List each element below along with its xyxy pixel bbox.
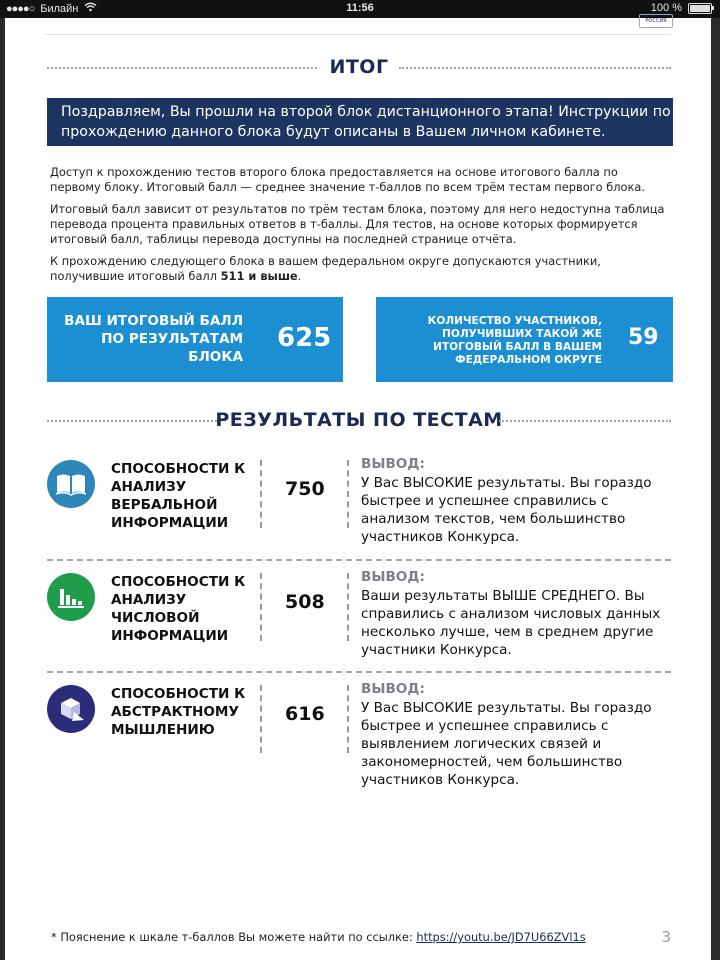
divider xyxy=(499,420,671,422)
result-row-numerical xyxy=(47,569,671,669)
logo-icon: РОССИЯ xyxy=(639,14,673,28)
divider xyxy=(347,573,349,641)
test-score: 750 xyxy=(285,478,325,500)
conclusion-text: Ваши результаты ВЫШЕ СРЕДНЕГО. Вы справились с анализом числовых данных несколько лучше, чем в среднем другие участники Конкурса. xyxy=(361,588,661,658)
summary-title: ИТОГ xyxy=(329,56,389,78)
final-score-value: 625 xyxy=(277,323,332,353)
final-score-label: ВАШ ИТОГОВЫЙ БАЛЛ ПО РЕЗУЛЬТАТАМ БЛОКА xyxy=(64,313,243,365)
battery-percent: 100 % xyxy=(650,2,682,14)
conclusion-heading: ВЫВОД: xyxy=(361,456,425,472)
divider xyxy=(347,685,349,753)
results-title: РЕЗУЛЬТАТЫ ПО ТЕСТАМ xyxy=(215,409,503,431)
footnote-text: * Пояснение к шкале т-баллов Вы можете найти по ссылке: xyxy=(51,930,417,944)
divider xyxy=(260,460,262,528)
document-page[interactable] xyxy=(5,18,711,960)
divider xyxy=(347,460,349,528)
paragraph: Итоговый балл зависит от результатов по трём тестам блока, поэтому для него недоступна таблица перевода процента правильных ответов в т-баллы. Для тестов, на основе которых формируется итоговый балл, таблицы перевода доступны на последней странице отчёта. xyxy=(50,202,665,246)
battery-icon xyxy=(688,3,712,14)
summary-heading xyxy=(47,56,671,80)
test-name: СПОСОБНОСТИ К АНАЛИЗУ ВЕРБАЛЬНОЙ ИНФОРМАЦИИ xyxy=(111,461,246,531)
bar-chart-icon xyxy=(47,573,95,621)
conclusion-text: У Вас ВЫСОКИЕ результаты. Вы гораздо быстрее и успешнее справились с выявлением логических связей и закономерностей, чем большинство участников Конкурса. xyxy=(361,700,652,788)
divider xyxy=(399,67,671,69)
test-name: СПОСОБНОСТИ К АНАЛИЗУ ЧИСЛОВОЙ ИНФОРМАЦИИ xyxy=(111,574,246,644)
paragraph-text: К прохождению следующего блока в вашем федеральном округе допускаются участники, получившие итоговый балл xyxy=(50,254,601,283)
book-icon xyxy=(47,460,95,508)
test-name: СПОСОБНОСТИ К АБСТРАКТНОМУ МЫШЛЕНИЮ xyxy=(111,686,246,738)
conclusion-text: У Вас ВЫСОКИЕ результаты. Вы гораздо быстрее и успешнее справились с анализом текстов, чем большинство участников Конкурса. xyxy=(361,475,652,545)
carrier-label: Билайн xyxy=(40,2,79,15)
congrats-banner: Поздравляем, Вы прошли на второй блок дистанционного этапа! Инструкции по прохождению данного блока будут описаны в Вашем личном кабинете. xyxy=(47,98,673,146)
final-score-card xyxy=(47,297,343,382)
signal-icon: ●●●●○ xyxy=(6,2,35,15)
page-number: 3 xyxy=(661,928,671,946)
paragraph: Доступ к прохождению тестов второго блока предоставляется на основе итогового балла по первому блоку. Итоговый балл — среднее значение т-баллов по всем трём тестам первого блока. xyxy=(50,165,645,194)
divider xyxy=(260,685,262,753)
geometric-shapes-icon xyxy=(47,685,95,733)
result-row-abstract xyxy=(47,681,671,805)
status-bar xyxy=(0,0,720,18)
paragraph-end: . xyxy=(297,269,302,283)
conclusion-heading: ВЫВОД: xyxy=(361,681,425,697)
participants-count-value: 59 xyxy=(628,325,659,350)
clock: 11:56 xyxy=(346,2,374,14)
row-divider xyxy=(47,559,671,561)
results-heading xyxy=(47,409,671,433)
threshold-value: 511 и выше xyxy=(220,269,298,283)
youtube-link[interactable]: https://youtu.be/JD7U66ZVl1s xyxy=(416,930,586,944)
top-divider xyxy=(45,34,671,35)
footnote xyxy=(51,930,586,944)
paragraph xyxy=(50,254,670,284)
result-row-verbal xyxy=(47,456,671,556)
test-score: 508 xyxy=(285,591,325,613)
test-score: 616 xyxy=(285,703,325,725)
divider xyxy=(260,573,262,641)
row-divider xyxy=(47,671,671,673)
conclusion-heading: ВЫВОД: xyxy=(361,569,425,585)
participants-count-label: КОЛИЧЕСТВО УЧАСТНИКОВ, ПОЛУЧИВШИХ ТАКОЙ ЖЕ ИТОГОВЫЙ БАЛЛ В ВАШЕМ ФЕДЕРАЛЬНОМ ОКРУГЕ xyxy=(427,315,602,366)
participants-count-card xyxy=(376,297,673,382)
